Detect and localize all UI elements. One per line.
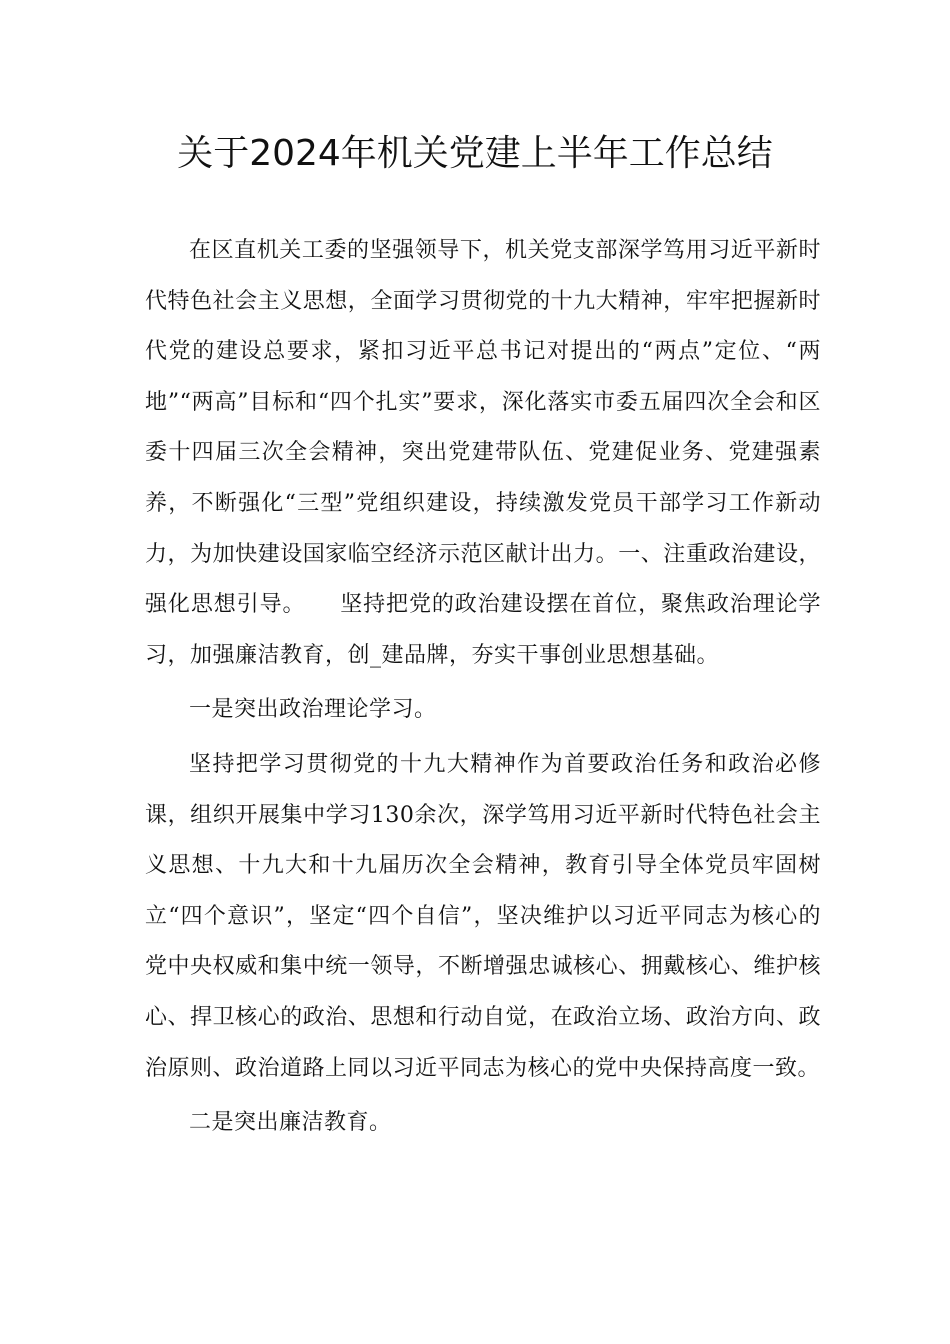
paragraph-theory-study: 坚持把学习贯彻党的十九大精神作为首要政治任务和政治必修课，组织开展集中学习130余次，深学笃用习近平新时代特色社会主义思想、十九大和十九届历次全会精神，教育引导全体党员牢固树立“四个意识”，坚定“四个自信”，坚决维护以习近平同志为核心的党中央权威和集中统一领导，不断增强忠诚核心、拥戴核心、维护核心、捍卫核心的政治、思想和行动自觉，在政治立场、政治方向、政治原则、政治道路上同以习近平同志为核心的党中央保持高度一致。 <box>145 751 821 1081</box>
document-body <box>145 226 821 1153</box>
document-title: 关于2024年机关党建上半年工作总结 <box>177 133 773 174</box>
paragraph-heading-1: 一是突出政治理论学习。 <box>189 697 437 723</box>
paragraph-intro: 在区直机关工委的坚强领导下，机关党支部深学笃用习近平新时代特色社会主义思想，全面学习贯彻党的十九大精神，牢牢把握新时代党的建设总要求，紧扣习近平总书记对提出的“两点”定位、“两地”“两高”目标和“四个扎实”要求，深化落实市委五届四次全会和区委十四届三次全会精神，突出党建带队伍、党建促业务、党建强素养，不断强化“三型”党组织建设，持续激发党员干部学习工作新动力，为加快建设国家临空经济示范区献计出力。一、注重政治建设，强化思想引导。 坚持把党的政治建设摆在首位，聚焦政治理论学习，加强廉洁教育，创_建品牌，夯实干事创业思想基础。 <box>145 238 821 668</box>
paragraph-heading-2: 二是突出廉洁教育。 <box>189 1110 392 1136</box>
